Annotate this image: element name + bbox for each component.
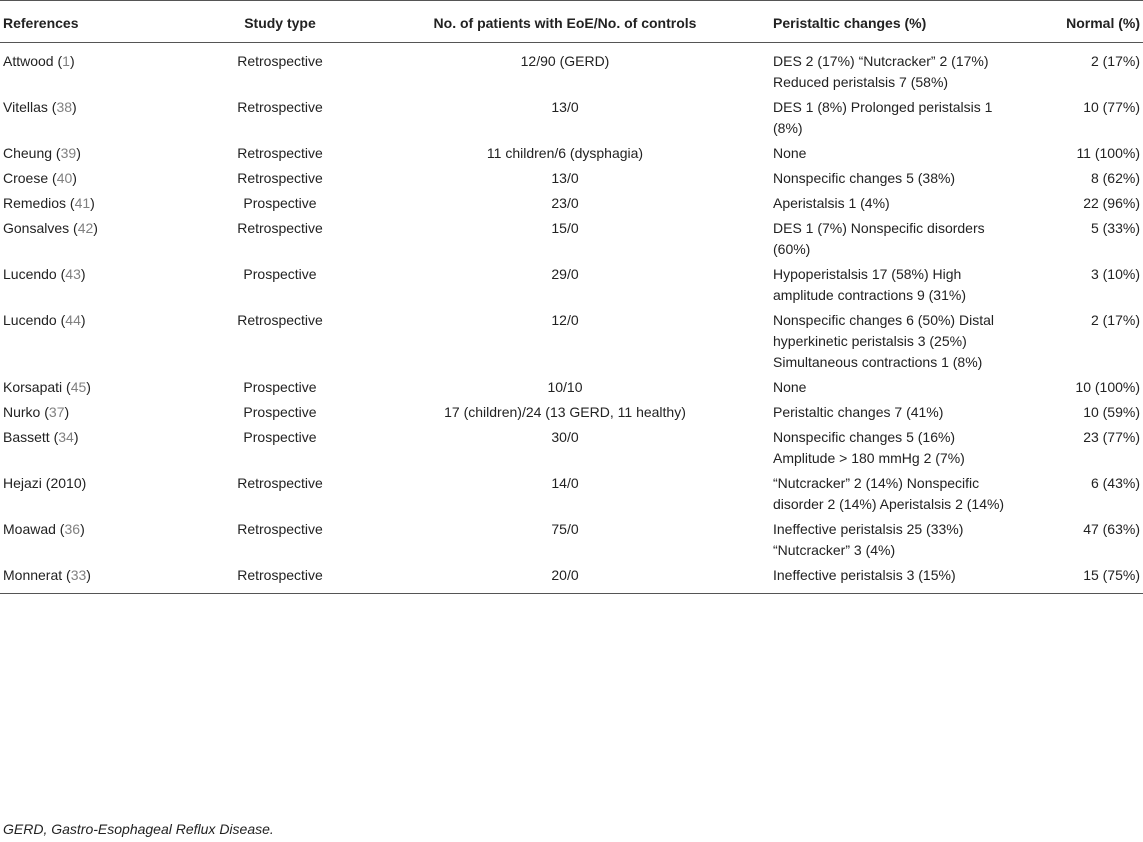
- cell-normal: 5 (33%): [1090, 220, 1140, 236]
- cell-normal: 10 (59%): [1083, 404, 1140, 420]
- reference-citation-link[interactable]: 1: [62, 53, 70, 69]
- cell-reference: Lucendo (43): [3, 266, 86, 282]
- cell-study-type: Prospective: [243, 379, 317, 395]
- cell-peristaltic-changes: DES 2 (17%) “Nutcracker” 2 (17%) Reduced peristalsis 7 (58%): [773, 53, 989, 90]
- cell-patients-controls: 11 children/6 (dysphagia): [486, 145, 644, 161]
- table-row: [0, 166, 1143, 191]
- reference-author: Lucendo: [3, 266, 57, 282]
- cell-peristaltic-changes: Peristaltic changes 7 (41%): [773, 404, 944, 420]
- cell-peristaltic-changes: Nonspecific changes 5 (16%) Amplitude > 180 mmHg 2 (7%): [773, 429, 965, 466]
- cell-normal: 11 (100%): [1076, 145, 1140, 161]
- cell-study-type: Retrospective: [237, 145, 323, 161]
- reference-author: Vitellas: [3, 99, 48, 115]
- cell-study-type: Retrospective: [237, 220, 323, 236]
- cell-study-type: Retrospective: [237, 99, 323, 115]
- cell-reference: Nurko (37): [3, 404, 70, 420]
- cell-study-type: Retrospective: [237, 312, 323, 328]
- cell-study-type: Prospective: [243, 404, 317, 420]
- cell-patients-controls: 10/10: [547, 379, 583, 395]
- table-row: [0, 141, 1143, 166]
- reference-author: Croese: [3, 170, 49, 186]
- cell-normal: 47 (63%): [1083, 521, 1140, 537]
- table-header-row: [0, 1, 1143, 43]
- cell-reference: Korsapati (45): [3, 379, 91, 395]
- reference-author: Bassett: [3, 429, 50, 445]
- reference-author: Lucendo: [3, 312, 57, 328]
- cell-patients-controls: 23/0: [551, 195, 579, 211]
- reference-author: Nurko: [3, 404, 41, 420]
- reference-citation-link[interactable]: 34: [58, 429, 74, 445]
- reference-citation-link[interactable]: 37: [48, 404, 65, 420]
- cell-reference: Moawad (36): [3, 521, 85, 537]
- cell-patients-controls: 29/0: [551, 266, 579, 282]
- cell-study-type: Prospective: [243, 429, 317, 445]
- cell-normal: 3 (10%): [1090, 266, 1140, 282]
- cell-peristaltic-changes: “Nutcracker” 2 (14%) Nonspecific disorder 2 (14%) Aperistalsis 2 (14%): [773, 475, 1005, 512]
- cell-normal: 23 (77%): [1083, 429, 1140, 445]
- cell-peristaltic-changes: DES 1 (8%) Prolonged peristalsis 1 (8%): [773, 99, 993, 136]
- reference-citation-link[interactable]: 42: [77, 220, 94, 236]
- table-body: [0, 43, 1143, 594]
- reference-citation-link[interactable]: 33: [70, 567, 87, 583]
- header-normal: Normal (%): [1010, 1, 1143, 43]
- cell-reference: Attwood (1): [3, 53, 75, 69]
- table-row: [0, 262, 1143, 308]
- cell-reference: Bassett (34): [3, 429, 79, 445]
- reference-author: Moawad: [3, 521, 56, 537]
- table-row: [0, 517, 1143, 563]
- cell-peristaltic-changes: Aperistalsis 1 (4%): [773, 195, 890, 211]
- cell-normal: 8 (62%): [1090, 170, 1140, 186]
- cell-reference: Lucendo (44): [3, 312, 86, 328]
- reference-author: Monnerat: [3, 567, 63, 583]
- reference-citation-link[interactable]: 36: [64, 521, 81, 537]
- cell-patients-controls: 15/0: [551, 220, 579, 236]
- cell-normal: 10 (100%): [1075, 379, 1140, 395]
- cell-normal: 10 (77%): [1083, 99, 1140, 115]
- cell-peristaltic-changes: Hypoperistalsis 17 (58%) High amplitude contractions 9 (31%): [773, 266, 966, 303]
- table-row: [0, 216, 1143, 262]
- cell-study-type: Retrospective: [237, 170, 323, 186]
- reference-citation-link[interactable]: 41: [74, 195, 91, 211]
- reference-author: Korsapati: [3, 379, 63, 395]
- table-row: [0, 191, 1143, 216]
- cell-patients-controls: 12/0: [551, 312, 579, 328]
- cell-reference: [0, 471, 200, 517]
- cell-reference: Monnerat (33): [0, 563, 200, 594]
- cell-study-type: Prospective: [243, 266, 317, 282]
- cell-study-type: Retrospective: [237, 521, 323, 537]
- reference-citation-link[interactable]: 39: [60, 145, 77, 161]
- table-footnote: GERD, Gastro-Esophageal Reflux Disease.: [3, 821, 274, 837]
- cell-peristaltic-changes: Nonspecific changes 6 (50%) Distal hyperkinetic peristalsis 3 (25%) Simultaneous contractions 1 (8%): [773, 312, 994, 370]
- cell-patients-controls: 13/0: [551, 170, 579, 186]
- cell-normal: 2 (17%): [1090, 53, 1140, 69]
- cell-peristaltic-changes: DES 1 (7%) Nonspecific disorders (60%): [773, 220, 985, 257]
- reference-author: Gonsalves: [3, 220, 70, 236]
- cell-peristaltic-changes: None: [773, 379, 807, 395]
- reference-author: Remedios: [3, 195, 67, 211]
- cell-study-type: Retrospective: [200, 563, 360, 594]
- cell-normal: 2 (17%): [1090, 312, 1140, 328]
- reference-citation-link[interactable]: 44: [65, 312, 81, 328]
- cell-reference: Vitellas (38): [3, 99, 77, 115]
- table-row: [0, 400, 1143, 425]
- cell-peristaltic-changes: Nonspecific changes 5 (38%): [773, 170, 956, 186]
- reference-author: Hejazi (2010): [3, 475, 87, 491]
- cell-normal: 22 (96%): [1083, 195, 1140, 211]
- table-row: [0, 375, 1143, 400]
- header-references: References: [0, 1, 200, 43]
- reference-author: Attwood: [3, 53, 54, 69]
- cell-peristaltic-changes: None: [773, 145, 807, 161]
- header-study-type: Study type: [200, 1, 360, 43]
- cell-peristaltic-changes: Ineffective peristalsis 25 (33%) “Nutcracker” 3 (4%): [773, 521, 964, 558]
- cell-normal: 15 (75%): [1010, 563, 1143, 594]
- cell-patients-controls: 12/90 (GERD): [520, 53, 610, 69]
- table-row: [0, 95, 1143, 141]
- cell-reference: Croese (40): [3, 170, 77, 186]
- reference-author: Cheung: [3, 145, 53, 161]
- cell-patients-controls: 14/0: [551, 475, 579, 491]
- cell-patients-controls: 75/0: [551, 521, 579, 537]
- cell-reference: Gonsalves (42): [3, 220, 98, 236]
- cell-patients-controls: 17 (children)/24 (13 GERD, 11 healthy): [444, 404, 686, 420]
- cell-reference: Cheung (39): [3, 145, 81, 161]
- cell-study-type: Retrospective: [237, 53, 323, 69]
- table-row: [0, 471, 1143, 517]
- cell-reference: Remedios (41): [3, 195, 95, 211]
- cell-study-type: Retrospective: [237, 475, 323, 491]
- cell-study-type: Prospective: [243, 195, 317, 211]
- header-peristaltic-changes: Peristaltic changes (%): [770, 1, 1010, 43]
- cell-patients-controls: 30/0: [551, 429, 579, 445]
- table-row: [0, 43, 1143, 96]
- cell-normal: 6 (43%): [1090, 475, 1140, 491]
- header-patients-controls: No. of patients with EoE/No. of controls: [360, 1, 770, 43]
- reference-citation-link[interactable]: 45: [70, 379, 87, 395]
- cell-patients-controls: 13/0: [551, 99, 579, 115]
- reference-citation-link[interactable]: 40: [56, 170, 73, 186]
- cell-peristaltic-changes: Ineffective peristalsis 3 (15%): [770, 563, 1010, 594]
- reference-citation-link[interactable]: 38: [56, 99, 73, 115]
- cell-patients-controls: 20/0: [360, 563, 770, 594]
- reference-citation-link[interactable]: 43: [65, 266, 81, 282]
- table-row: [0, 425, 1143, 471]
- table-row: [0, 308, 1143, 375]
- table-row: [0, 563, 1143, 594]
